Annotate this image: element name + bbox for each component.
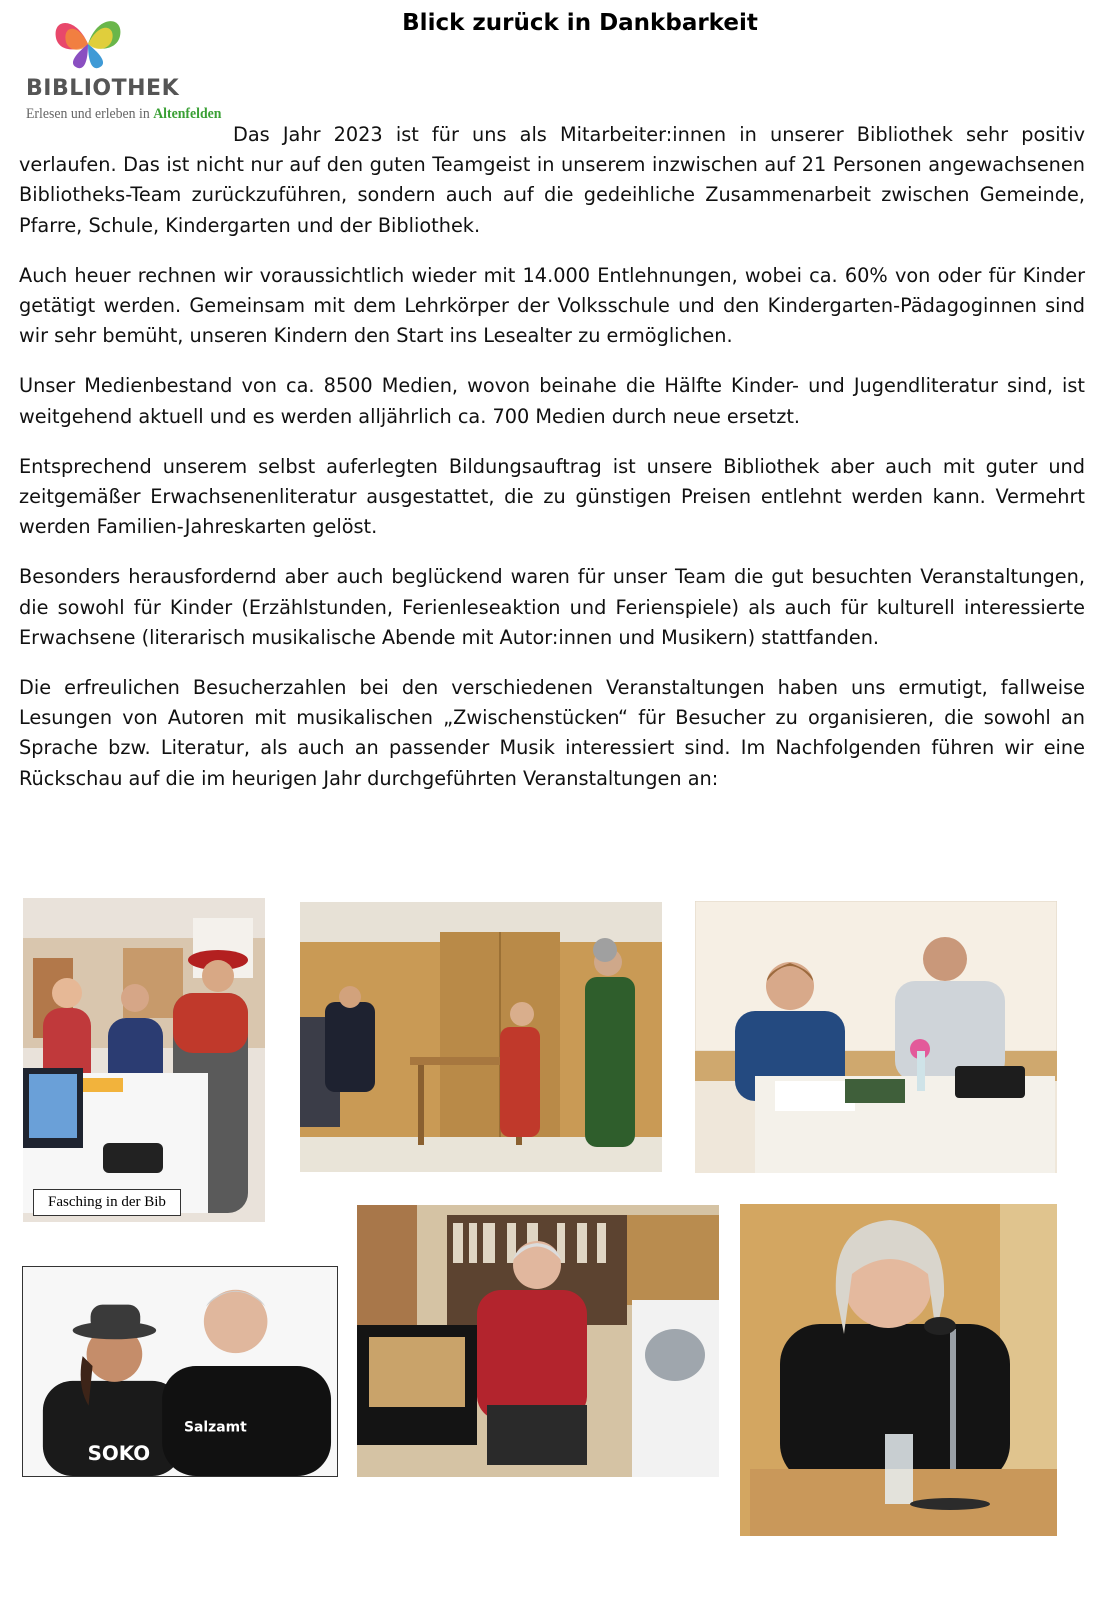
library-logo <box>22 12 222 128</box>
logo-wordmark: BIBLIOTHEK <box>26 76 180 101</box>
page-title: Blick zurück in Dankbarkeit <box>402 10 758 36</box>
photo-author-microphone <box>740 1204 1057 1536</box>
photo-panel-table <box>695 901 1057 1173</box>
photo-caption: Fasching in der Bib <box>33 1189 181 1216</box>
paragraph: Besonders herausfordernd aber auch beglückend waren für unser Team die gut besuchten Veranstaltungen, die sowohl für Kinder (Erzählstunden, Ferienleseaktion und Ferienspiele) als auch für kulturell interessierte Erwachsene (literarisch musikalische Abende mit Autor:innen und Musikern) stattfanden. <box>19 565 1085 649</box>
shirt-text-right: Salzamt <box>183 1419 247 1436</box>
photo-fasching <box>23 898 265 1222</box>
shirt-text-left: SOKO <box>87 1442 151 1466</box>
paragraph: Entsprechend unserem selbst auferlegten Bildungsauftrag ist unsere Bibliothek aber auch mit guter und zeitgemäßer Erwachsenenliteratur ausgestattet, die zu günstigen Preisen entlehnt werden kann. Vermehrt werden Familien-Jahreskarten gelöst. <box>19 454 1085 539</box>
photo-duo-portrait <box>22 1266 338 1477</box>
logo-tagline: Erlesen und erleben in Altenfelden <box>26 106 222 122</box>
paragraph: Das Jahr 2023 ist für uns als Mitarbeiter:innen in unserer Bibliothek sehr positiv verlaufen. Das ist nicht nur auf den guten Teamgeist in unserem inzwischen auf 21 Personen angewachsenen Bibliotheks-Team zurückzuführen, sondern auch auf die gedeihliche Zusammenarbeit zwischen Gemeinde, Pfarre, Schule, Kindergarten und der Bibliothek. <box>19 123 1085 237</box>
paragraph: Auch heuer rechnen wir voraussichtlich wieder mit 14.000 Entlehnungen, wobei ca. 60% von oder für Kinder getätigt werden. Gemeinsam mit dem Lehrkörper der Volksschule und den Kindergarten-Pädagoginnen sind wir sehr bemüht, unseren Kindern den Start ins Lesealter zu ermöglichen. <box>19 263 1085 348</box>
butterfly-icon <box>48 12 128 72</box>
paragraph: Unser Medienbestand von ca. 8500 Medien, wovon beinahe die Hälfte Kinder- und Jugendliteratur sind, ist weitgehend aktuell und es werden alljährlich ca. 700 Medien durch neue ersetzt. <box>19 374 1085 428</box>
photo-stage-reading <box>300 902 662 1172</box>
paragraph: Die erfreulichen Besucherzahlen bei den verschiedenen Veranstaltungen haben uns ermutigt, fallweise Lesungen von Autoren mit musikalischen „Zwischenstücken“ für Besucher zu organisieren, die sowohl an Sprache bzw. Literatur, als auch an passender Musik interessiert sind. Im Nachfolgenden führen wir eine Rückschau auf die im heurigen Jahr durchgeführten Veranstaltungen an: <box>19 676 1085 790</box>
article-body <box>19 120 1085 814</box>
photo-storytelling <box>357 1205 719 1477</box>
